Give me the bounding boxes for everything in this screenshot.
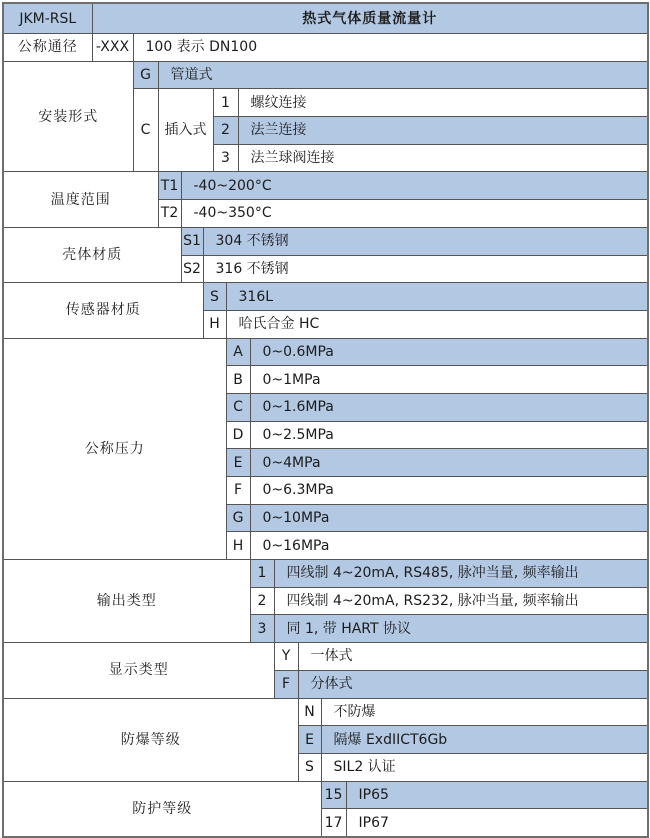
desc-pressure-B: 0~1MPa: [250, 366, 648, 394]
desc-pressure-E: 0~4MPa: [250, 449, 648, 477]
section-label-protection-rating: 防护等级: [3, 781, 321, 837]
code-pressure-C: C: [226, 393, 250, 421]
code-S1: S1: [181, 227, 203, 255]
desc-pressure-D: 0~2.5MPa: [250, 421, 648, 449]
code-T2: T2: [158, 200, 181, 228]
desc-flange-ball-valve: 法兰球阀连接: [238, 144, 648, 172]
code-pressure-D: D: [226, 421, 250, 449]
section-label-output-type: 输出类型: [3, 560, 250, 643]
section-label-housing-material: 壳体材质: [3, 227, 181, 282]
spec-table: [2, 2, 649, 838]
code-sensor-hastelloy: H: [203, 310, 226, 338]
desc-pressure-A: 0~0.6MPa: [250, 338, 648, 366]
desc-protection-15: IP65: [346, 781, 648, 809]
code-output-2: 2: [250, 587, 274, 615]
desc-exproof-N: 不防爆: [321, 698, 648, 726]
desc-pipeline: 管道式: [158, 61, 648, 89]
desc-exproof-E: 隔爆 ExdIICT6Gb: [321, 726, 648, 754]
desc-thread-connection: 螺纹连接: [238, 89, 648, 117]
desc-T1: -40~200°C: [181, 172, 648, 200]
code-display-F: F: [274, 670, 298, 698]
desc-insertion: 插入式: [158, 89, 213, 172]
code-flange-connection: 2: [213, 117, 238, 145]
section-label-display-type: 显示类型: [3, 643, 274, 698]
code-T1: T1: [158, 172, 181, 200]
code-S2: S2: [181, 255, 203, 283]
model-code-cell: JKM-RSL: [3, 3, 92, 34]
code-output-3: 3: [250, 615, 274, 643]
desc-flange-connection: 法兰连接: [238, 117, 648, 145]
code-protection-17: 17: [321, 809, 346, 837]
code-pressure-H: H: [226, 532, 250, 560]
code-output-1: 1: [250, 560, 274, 588]
desc-S2: 316 不锈钢: [203, 255, 648, 283]
desc-nominal-diameter: 100 表示 DN100: [133, 34, 648, 62]
desc-pressure-C: 0~1.6MPa: [250, 393, 648, 421]
section-label-installation-type: 安装形式: [3, 61, 133, 172]
code-pipeline: G: [133, 61, 158, 89]
code-flange-ball-valve: 3: [213, 144, 238, 172]
code-pressure-A: A: [226, 338, 250, 366]
desc-output-1: 四线制 4~20mA, RS485, 脉冲当量, 频率输出: [274, 560, 648, 588]
desc-protection-17: IP67: [346, 809, 648, 837]
desc-pressure-G: 0~10MPa: [250, 504, 648, 532]
code-protection-15: 15: [321, 781, 346, 809]
desc-sensor-316L: 316L: [226, 283, 648, 311]
code-pressure-E: E: [226, 449, 250, 477]
section-label-explosion-proof-rating: 防爆等级: [3, 698, 298, 781]
desc-pressure-F: 0~6.3MPa: [250, 477, 648, 505]
desc-display-F: 分体式: [298, 670, 648, 698]
code-exproof-N: N: [298, 698, 321, 726]
code-exproof-E: E: [298, 726, 321, 754]
desc-sensor-hastelloy: 哈氏合金 HC: [226, 310, 648, 338]
code-exproof-S: S: [298, 753, 321, 781]
section-label-sensor-material: 传感器材质: [3, 283, 203, 338]
code-display-Y: Y: [274, 643, 298, 671]
code-sensor-316L: S: [203, 283, 226, 311]
section-label-temperature-range: 温度范围: [3, 172, 158, 227]
product-title: 热式气体质量流量计: [92, 3, 648, 34]
desc-exproof-S: SIL2 认证: [321, 753, 648, 781]
section-label-nominal-pressure: 公称压力: [3, 338, 226, 560]
desc-T2: -40~350°C: [181, 200, 648, 228]
desc-output-3: 同 1, 带 HART 协议: [274, 615, 648, 643]
desc-output-2: 四线制 4~20mA, RS232, 脉冲当量, 频率输出: [274, 587, 648, 615]
desc-display-Y: 一体式: [298, 643, 648, 671]
code-thread-connection: 1: [213, 89, 238, 117]
code-pressure-B: B: [226, 366, 250, 394]
code-pressure-F: F: [226, 477, 250, 505]
desc-pressure-H: 0~16MPa: [250, 532, 648, 560]
section-label-nominal-diameter: 公称通径: [3, 34, 92, 62]
code-insertion: C: [133, 89, 158, 172]
desc-S1: 304 不锈钢: [203, 227, 648, 255]
code-pressure-G: G: [226, 504, 250, 532]
code-nominal-diameter: -XXX: [92, 34, 133, 62]
